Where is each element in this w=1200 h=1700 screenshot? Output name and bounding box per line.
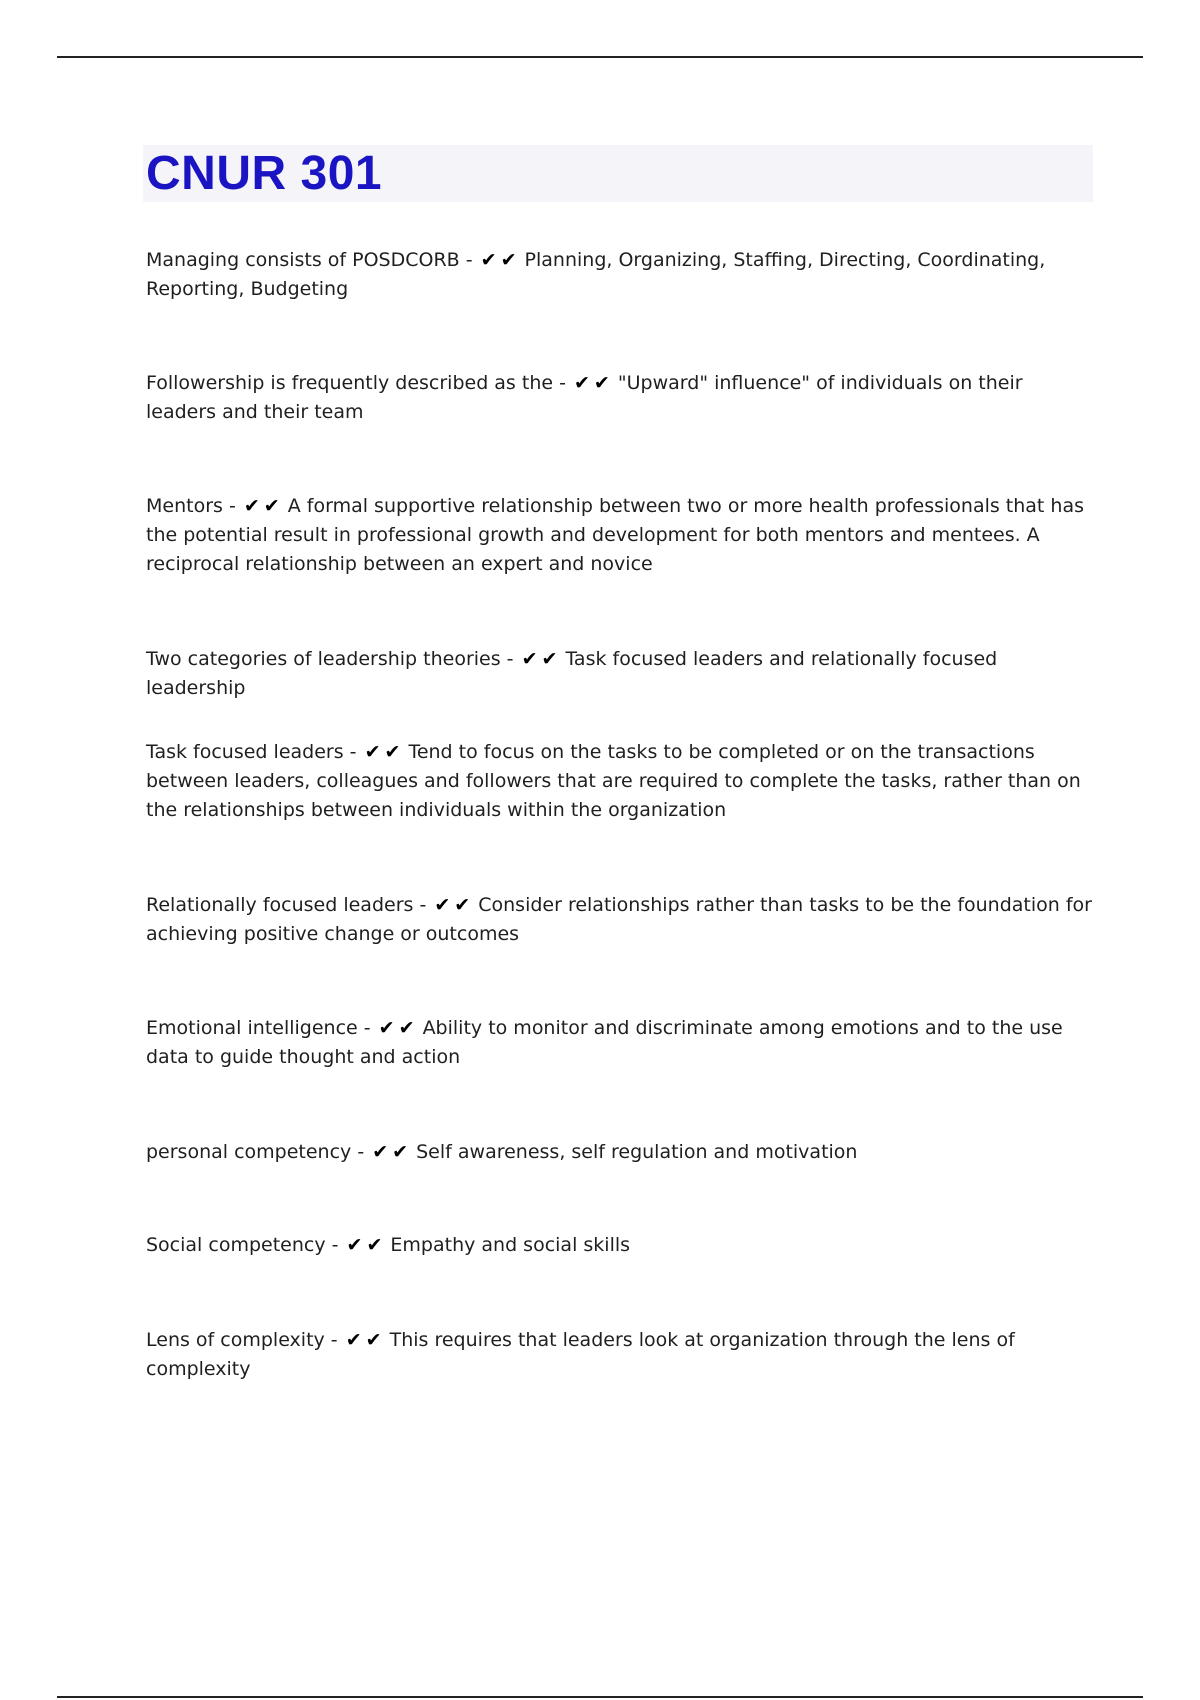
entry-definition: Consider relationships rather than tasks to be the foundation for achieving positive change or outcomes (146, 894, 1092, 945)
checkmark-icon: ✔ (454, 894, 471, 916)
entry-definition: Empathy and social skills (390, 1234, 631, 1256)
entry-definition: Planning, Organizing, Staffing, Directing, Coordinating, Reporting, Budgeting (146, 249, 1046, 300)
flashcard-entry (146, 369, 1096, 427)
entry-term: Two categories of leadership theories - (146, 648, 514, 670)
entry-definition: A formal supportive relationship between two or more health professionals that has the potential result in professional growth and development for both mentors and mentees. A reciprocal relationship between an expert and novice (146, 495, 1085, 575)
entry-term: Managing consists of POSDCORB - (146, 249, 473, 271)
flashcard-entry (146, 1326, 1096, 1384)
checkmark-icon: ✔ (593, 372, 610, 394)
entry-definition: Task focused leaders and relationally focused leadership (146, 648, 998, 699)
entry-definition: Tend to focus on the tasks to be completed or on the transactions between leaders, colleagues and followers that are required to complete the tasks, rather than on the relationships between individuals within the organization (146, 741, 1081, 821)
checkmark-icon: ✔ (521, 648, 538, 670)
flashcard-entry (146, 645, 1096, 703)
checkmark-icon: ✔ (365, 1329, 382, 1351)
entry-term: Emotional intelligence - (146, 1017, 371, 1039)
entry-definition: Self awareness, self regulation and motivation (416, 1141, 858, 1163)
checkmark-icon: ✔ (346, 1234, 363, 1256)
flashcard-entry (146, 246, 1096, 304)
document-title: CNUR 301 (146, 147, 383, 200)
entry-definition: Ability to monitor and discriminate among emotions and to the use data to guide thought and action (146, 1017, 1063, 1068)
checkmark-icon: ✔ (263, 495, 280, 517)
entry-term: Task focused leaders - (146, 741, 357, 763)
checkmark-icon: ✔ (372, 1141, 389, 1163)
checkmark-icon: ✔ (243, 495, 260, 517)
entry-definition: This requires that leaders look at organization through the lens of complexity (146, 1329, 1015, 1380)
checkmark-icon: ✔ (392, 1141, 409, 1163)
flashcard-entry (146, 1138, 1096, 1167)
checkmark-icon: ✔ (398, 1017, 415, 1039)
flashcard-entry (146, 738, 1096, 825)
bottom-rule (57, 1696, 1143, 1698)
entry-term: Followership is frequently described as the - (146, 372, 566, 394)
checkmark-icon: ✔ (574, 372, 590, 394)
entry-term: Lens of complexity - (146, 1329, 338, 1351)
checkmark-icon: ✔ (345, 1329, 362, 1351)
flashcard-entry (146, 1231, 1096, 1260)
checkmark-icon: ✔ (364, 741, 381, 763)
entry-term: Mentors - (146, 495, 236, 517)
checkmark-icon: ✔ (541, 648, 558, 670)
entry-term: personal competency - (146, 1141, 365, 1163)
flashcard-entry (146, 492, 1096, 579)
checkmark-icon: ✔ (434, 894, 451, 916)
flashcard-entry (146, 1014, 1096, 1072)
entry-definition: "Upward" influence" of individuals on their leaders and their team (146, 372, 1023, 423)
flashcard-entry (146, 891, 1096, 949)
top-rule (57, 56, 1143, 58)
entry-term: Social competency - (146, 1234, 339, 1256)
checkmark-icon: ✔ (500, 249, 517, 271)
checkmark-icon: ✔ (384, 741, 401, 763)
checkmark-icon: ✔ (378, 1017, 395, 1039)
entry-term: Relationally focused leaders - (146, 894, 427, 916)
checkmark-icon: ✔ (366, 1234, 383, 1256)
checkmark-icon: ✔ (480, 249, 497, 271)
